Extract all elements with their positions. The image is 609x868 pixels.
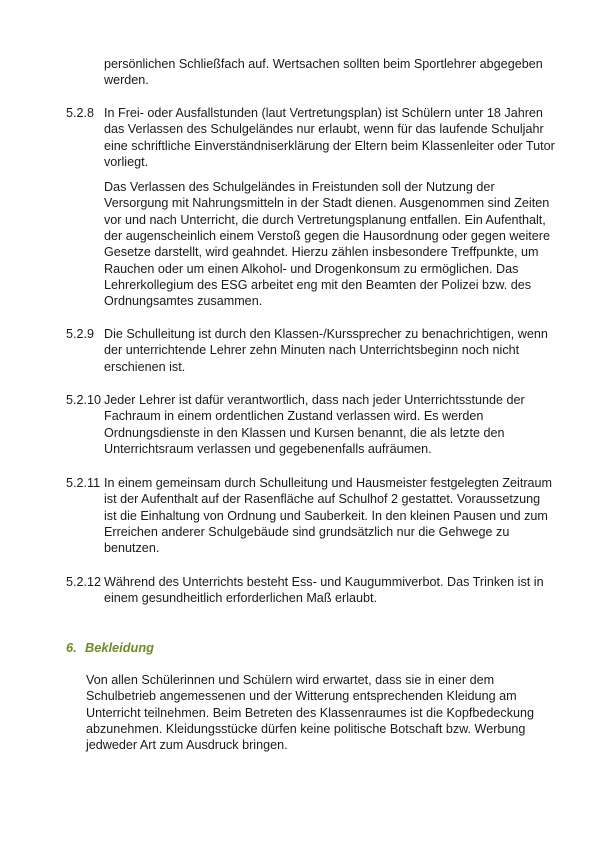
item-paragraph: Die Schulleitung ist durch den Klassen-/Kurssprecher zu benachrichtigen, wenn der unterrichtende Lehrer zehn Minuten nach Unterrichtsbeginn noch nicht erschienen ist. — [104, 327, 548, 374]
item-number: 5.2.10 — [66, 393, 102, 407]
rule-5-2-8 — [66, 105, 556, 310]
item-paragraph: Während des Unterrichts besteht Ess- und Kaugummiverbot. Das Trinken ist in einem gesundheitlich erforderlichen Maß erlaubt. — [104, 575, 544, 606]
item-number: 5.2.12 — [66, 575, 102, 589]
section-heading — [66, 640, 154, 656]
rule-5-2-9 — [66, 326, 556, 375]
item-number: 5.2.11 — [66, 476, 101, 490]
section-title: Bekleidung — [85, 640, 154, 655]
item-paragraph: In Frei- oder Ausfallstunden (laut Vertretungsplan) ist Schülern unter 18 Jahren das Verlassen des Schulgeländes nur erlaubt, wenn für das laufende Schuljahr eine schriftliche Einverständniserklärung der Eltern beim Klassenleiter oder Tutor vorliegt. — [104, 106, 555, 169]
item-paragraph: Das Verlassen des Schulgeländes in Freistunden soll der Nutzung der Versorgung mit Nahrungsmitteln in der Stadt dienen. Ausgenommen sind Zeiten vor und nach Unterricht, die durch Vertretungsplanung entfallen. Ein Aufenthalt, der augenscheinlich einem Verstoß gegen die Hausordnung oder gegen weitere Gesetze darstellt, wird geahndet. Hierzu zählen insbesondere Treffpunkte, um Rauchen oder um einen Alkohol- und Drogenkonsum zu ermöglichen. Das Lehrerkollegium des ESG arbeitet eng mit den Beamten der Polizei bzw. des Ordnungsamtes zusammen. — [104, 180, 550, 309]
item-paragraph: Jeder Lehrer ist dafür verantwortlich, dass nach jeder Unterrichtsstunde der Fachraum in einem ordentlichen Zustand verlassen wird. Es werden Ordnungsdienste in den Klassen und Kursen benannt, die als letzte den Unterrichtsraum verlassen und gegebenenfalls aufräumen. — [104, 393, 525, 456]
item-number: 5.2.9 — [66, 327, 95, 341]
section-paragraph: Von allen Schülerinnen und Schülern wird erwartet, dass sie in einer dem Schulbetrieb angemessenen und der Witterung entsprechenden Kleidung am Unterricht teilnehmen. Beim Betreten des Klassenraumes ist die Kopfbedeckung abzunehmen. Kleidungsstücke dürfen keine politische Botschaft bzw. Werbung jedweder Art zum Ausdruck bringen. — [86, 673, 535, 753]
rule-5-2-11 — [66, 475, 556, 556]
continuation-paragraph: persönlichen Schließfach auf. Wertsachen sollten beim Sportlehrer abgegeben werden. — [104, 57, 543, 88]
rule-5-2-10 — [66, 392, 556, 457]
rule-5-2-12 — [66, 574, 556, 607]
item-paragraph: In einem gemeinsam durch Schulleitung und Hausmeister festgelegten Zeitraum ist der Aufenthalt auf der Rasenfläche auf Schulhof 2 gestattet. Voraussetzung ist die Einhaltung von Ordnung und Sauberkeit. In den kleinen Pausen und zum Erreichen anderer Schulgebäude sind grundsätzlich nur die Gehwege zu benutzen. — [104, 476, 553, 556]
item-number: 5.2.8 — [66, 106, 95, 120]
section-number: 6. — [66, 640, 77, 655]
